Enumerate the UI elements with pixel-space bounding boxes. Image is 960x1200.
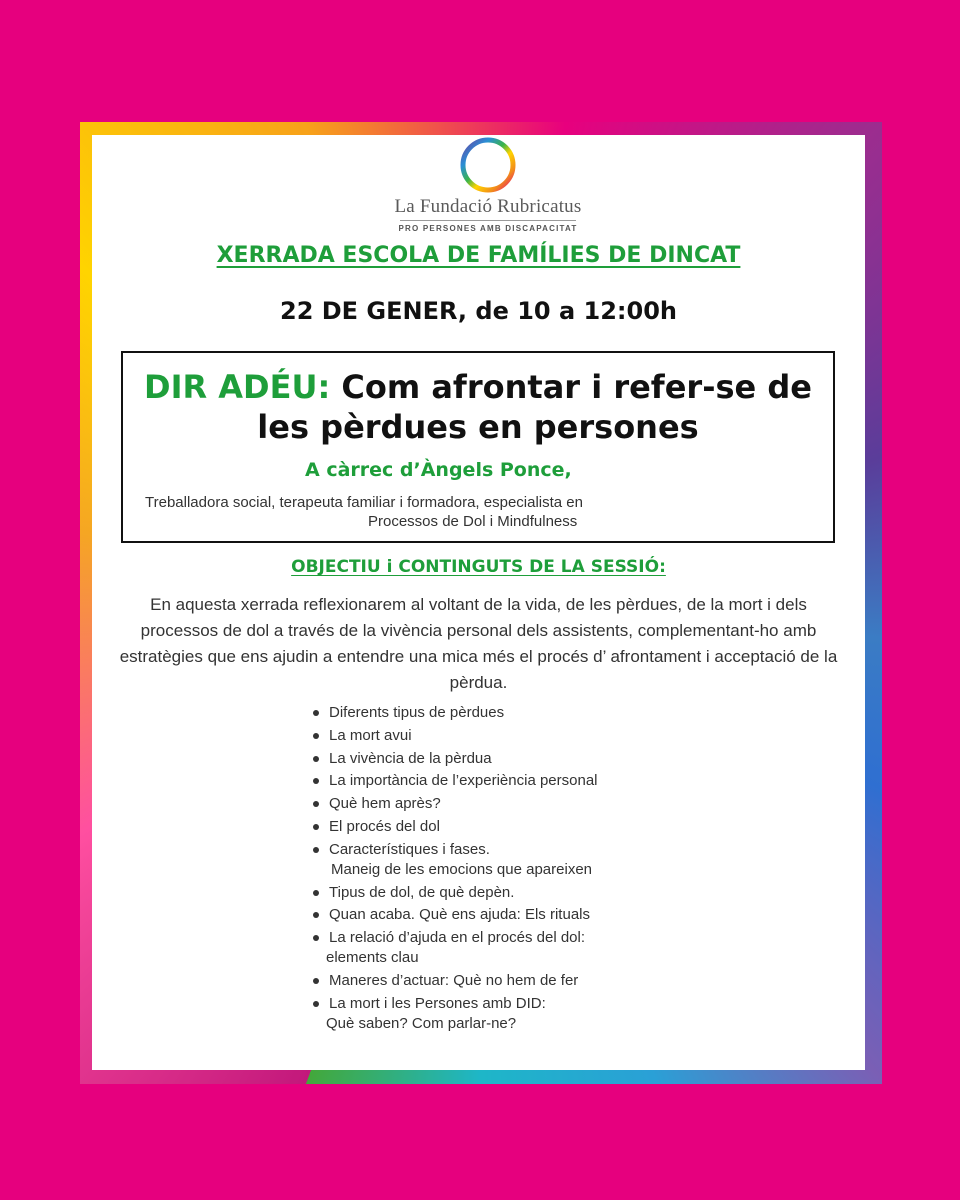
talk-box [121,351,835,543]
list-item: La vivència de la pèrdua [312,749,832,769]
list-item: Què hem après? [312,794,832,814]
list-item: La importància de l’experiència personal [312,771,832,791]
speaker-bio-line: Treballadora social, terapeuta familiar i formadora, especialista en [145,494,583,511]
intro-paragraph: En aquesta xerrada reflexionarem al voltant de la vida, de les pèrdues, de la mort i dels processos de dol a través de la vivència personal dels assistents, complementant-ho amb estratègies que ens ajudin a entendre una mica més el procés d’ afrontament i acceptació de la pèrdua. [119,595,838,692]
list-item: El procés del dol [312,817,832,837]
list-item: Característiques i fases. Maneig de les emocions que apareixen [312,840,832,880]
speaker-bio-line: Processos de Dol i Mindfulness [368,513,578,530]
talk-title-rest: Com afrontar i refer-se de les pèrdues en persones [257,368,812,446]
event-headline: XERRADA ESCOLA DE FAMÍLIES DE DINCAT [216,243,741,268]
logo-divider [400,220,576,221]
list-item: La relació d’ajuda en el procés del dol: elements clau [312,928,832,968]
rainbow-ring-icon [459,136,517,194]
list-item: Tipus de dol, de què depèn. [312,883,832,903]
foundation-name: La Fundació Rubricatus [394,196,582,217]
speaker-name: A càrrec d’Àngels Ponce, [305,459,572,481]
talk-title [123,367,833,447]
talk-title-accent: DIR ADÉU: [144,368,331,406]
list-item: Maneres d’actuar: Què no hem de fer [312,971,832,991]
foundation-subtitle: PRO PERSONES AMB DISCAPACITAT [398,224,578,233]
list-item: La mort avui [312,726,832,746]
list-item: La mort i les Persones amb DID: Què saben? Com parlar-ne? [312,994,832,1034]
section-title: OBJECTIU i CONTINGUTS DE LA SESSIÓ: [291,557,666,577]
speaker-bio [123,493,833,531]
list-item: Diferents tipus de pèrdues [312,703,832,723]
event-date: 22 DE GENER, de 10 a 12:00h [280,297,677,325]
list-item: Quan acaba. Què ens ajuda: Els rituals [312,905,832,925]
topics-list [312,703,832,1037]
